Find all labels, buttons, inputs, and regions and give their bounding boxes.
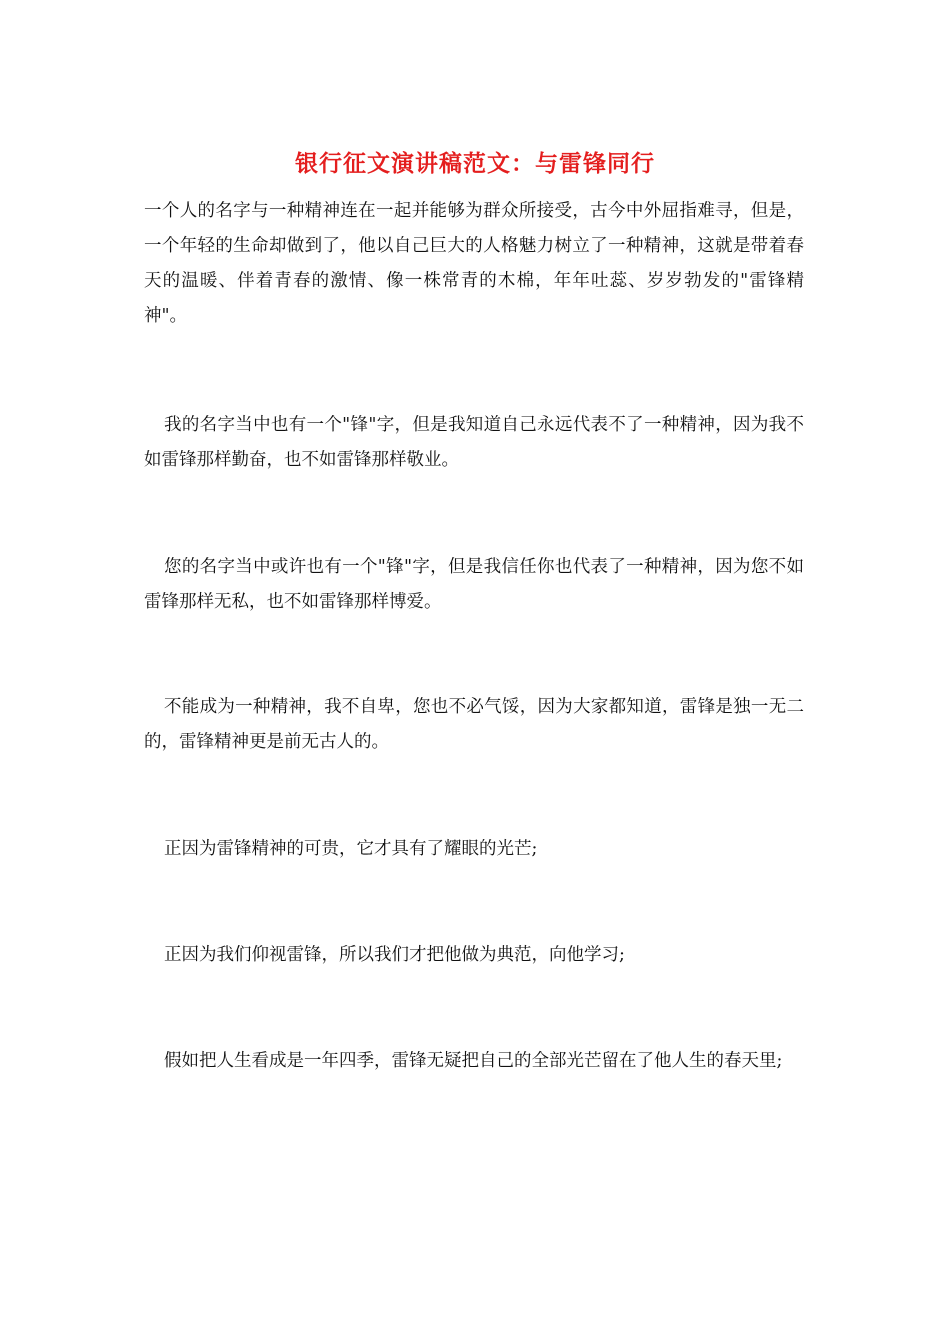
paragraph-my-name: 我的名字当中也有一个"锋"字，但是我知道自己永远代表不了一种精神，因为我不如雷锋那样勤奋，也不如雷锋那样敬业。	[144, 415, 804, 470]
paragraph-four-seasons: 假如把人生看成是一年四季，雷锋无疑把自己的全部光芒留在了他人生的春天里;	[164, 1051, 783, 1071]
document-title: 银行征文演讲稿范文：与雷锋同行	[295, 150, 655, 177]
paragraph-radiance: 正因为雷锋精神的可贵，它才具有了耀眼的光芒;	[164, 839, 538, 859]
paragraph-intro: 一个人的名字与一种精神连在一起并能够为群众所接受，古今中外屈指难寻，但是，一个年轻的生命却做到了，他以自己巨大的人格魅力树立了一种精神，这就是带着春天的温暖、伴着青春的激情、像一株常青的木棉，年年吐蕊、岁岁勃发的"雷锋精神"。	[144, 201, 804, 326]
paragraph-your-name: 您的名字当中或许也有一个"锋"字，但是我信任你也代表了一种精神，因为您不如雷锋那样无私，也不如雷锋那样博爱。	[144, 557, 804, 612]
paragraph-role-model: 正因为我们仰视雷锋，所以我们才把他做为典范，向他学习;	[164, 945, 625, 965]
paragraph-unique: 不能成为一种精神，我不自卑，您也不必气馁，因为大家都知道，雷锋是独一无二的，雷锋精神更是前无古人的。	[144, 697, 804, 752]
